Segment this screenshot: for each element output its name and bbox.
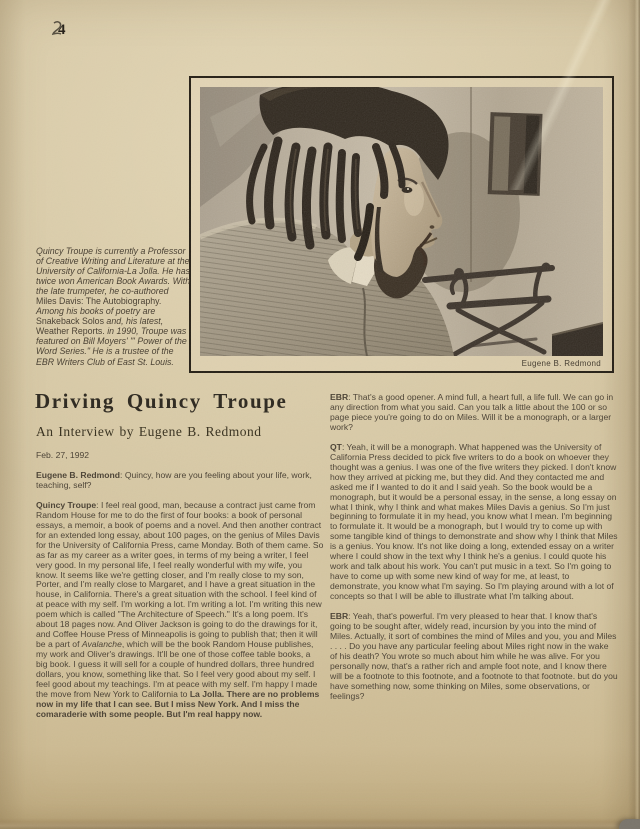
qa-paragraph-question-2: EBR: That's a good opener. A mind full, a heart full, a life full. We can go in any direction from what you said. Can you talk a little about the 100 or so page piece you're going to do on Miles. Will it be a monograph, or a larger work?: [330, 392, 614, 432]
qa-paragraph-answer-1: Quincy Troupe: I feel real good, man, because a contract just came from Random House for me to do the first of four books: a book of personal essays, a memoir, a book of poems and a novel. And then another contract for an extended long essay, about 100 pages, on the genius of Miles Davis for the University of California Press, came Monday. Both of them came. So as far as my career as a writer goes, in terms of my being a writer, I feel very good. In my personal life, I feel really wonderful with my wife, you know. It seems like we're getting closer, and I'm really close to my son, Porter, and I'm really close to Margaret, and I have a great situation in the house, in California. There's a great situation with the school. I feel kind of at peace with my self. I'm working a lot. I'm writing a lot. I'm writing this new poem which is called "The Architecture of Speech." It's a long poem. It's about 18 pages now. And Oliver Jackson is going to do the drawings for it, and Coffee House Press of Minneapolis is going to publish that; then it will be a part of Avalanche, which will be the book Random House publishes, my work and Oliver's drawings. It'll be one of those coffee table books, a big book. I guess it will sell for a couple of hundred dollars, three hundred dollars, you know, something like that. So I feel very good about my self. I feel good about my teachings. I'm at peace with my self. I'm happy I made the move from New York to California to La Jolla. There are no problems now in my life that I can see. But I miss New York. And I miss the comaraderie with some people. But I'm real happy now.: [36, 499, 324, 719]
photo-credit: Eugene B. Redmond: [521, 359, 601, 368]
photo-grain: [200, 87, 603, 356]
page-edge-shadow: [628, 0, 640, 829]
article-date: Feb. 27, 1992: [36, 450, 90, 460]
page-number-text: 4: [58, 22, 66, 38]
qa-paragraph-question-1: Eugene B. Redmond: Quincy, how are you feeling about your life, work, teaching, self?: [36, 469, 312, 490]
quincy-troupe-photo-illustration: [200, 87, 603, 356]
photo-frame: [189, 76, 614, 373]
bio-note: Quincy Troupe is currently a Professor of Creative Writing and Literature at the University of California-La Jolla. He has twice won American Book Awards. With the late trumpeter, he co-authored Miles Davis: The Autobiography. Among his books of poetry are Snakeback Solos and, his latest, Weather Reports. in 1990, Troupe was featured on Bill Moyers' "' Power of the Word Series." He is a trustee of the EBR Writers Club of East St. Louis.: [36, 246, 191, 367]
article-title: Driving Quincy Troupe: [35, 389, 288, 413]
right-column: [330, 393, 618, 712]
photo: [200, 87, 603, 356]
scan-corner-artifact: [619, 819, 640, 829]
qa-paragraph-answer-2: QT: Yeah, it will be a monograph. What happened was the University of California Press decided to pick five writers to do a book on whoever they thought was a genius. I was one of the five writers they picked. I don't know how they arrived at picking me, but they did. And they contacted me and asked me if I wanted to do it and I said yeah. So the book would be a monograph, but it would be a personal essay, in the sense, a long essay on what I think, why I think and what makes Miles Davis a genius. So I'm just beginning to formulate it in my head, you know what I mean. I'm beginning to formulate it. It would be a monograph, but I would try to come up with some tangible kind of things to demonstrate and show why I think that Miles is a genius. You know. It's not like doing a long, extended essay on a writer where I could show in the text why I think he's a genius. I could quote his work and talk about his work. You can't put music in a text. So I'm going to have to come up with some new kind of way for me, at least, to demonstrate, you know what I'm saying. So I'm playing around with a lot of concepts so that I will be able to illustrate what I'm talking about.: [330, 441, 618, 602]
left-column: [36, 451, 324, 730]
page-number: [49, 20, 79, 42]
qa-paragraph-question-3: EBR: Yeah, that's powerful. I'm very pleased to hear that. I know that's going to be sought after, widely read, incursion by you into the mind of Miles. Actually, it sort of combines the mind of Miles and you, you and Miles . . . . Do you have any particular feeling about Miles right now in the wake of his death? You wrote so much about him while he was alive. For you personally now, that's a rather rich and ample foot note, and I know there will be a footnote to this footnote, and a footnote to that footnote. but do you have something now, some thinking on Miles, some observations, or feelings?: [330, 611, 618, 701]
article-byline: An Interview by Eugene B. Redmond: [36, 424, 262, 439]
page-bottom-edge: [0, 818, 640, 829]
